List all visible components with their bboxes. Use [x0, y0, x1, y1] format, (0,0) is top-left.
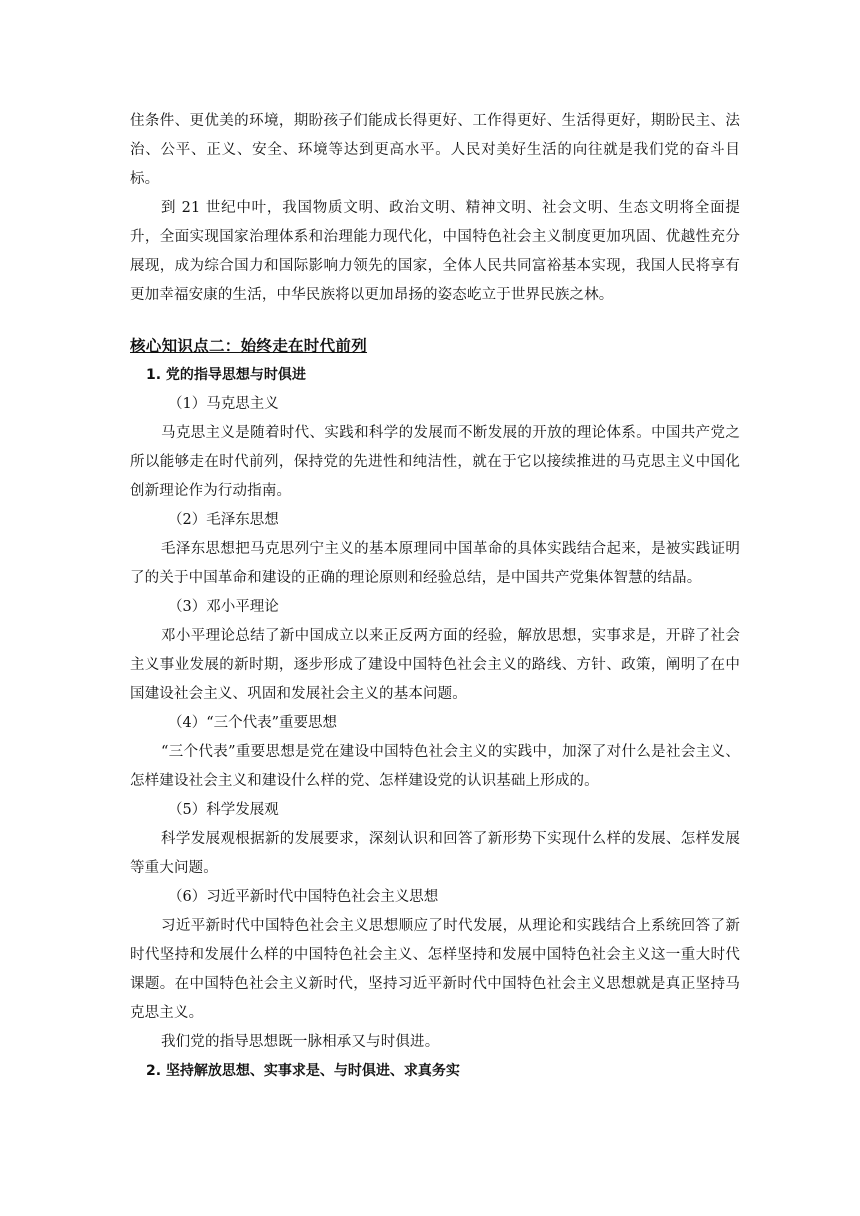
- section-1-summary: 我们党的指导思想既一脉相承又与时俱进。: [161, 1034, 440, 1050]
- knowledge-point-heading: 核心知识点二：始终走在时代前列: [130, 337, 368, 355]
- section-2-title: 2. 坚持解放思想、实事求是、与时俱进、求真务实: [146, 1063, 460, 1079]
- item-6-label: （6）习近平新时代中国特色社会主义思想: [168, 889, 439, 905]
- item-5-label: （5）科学发展观: [168, 802, 279, 818]
- item-2-label: （2）毛泽东思想: [168, 512, 279, 528]
- item-6-text: 习近平新时代中国特色社会主义思想顺应了时代发展，从理论和实践结合上系统回答了新时代坚持和发展什么样的中国特色社会主义、怎样坚持和发展中国特色社会主义这一重大时代课题。在中国特色社会主义新时代，坚持习近平新时代中国特色社会主义思想就是真正坚持马克思主义。: [130, 918, 740, 1021]
- item-1-text: 马克思主义是随着时代、实践和科学的发展而不断发展的开放的理论体系。中国共产党之所以能够走在时代前列，保持党的先进性和纯洁性，就在于它以接续推进的马克思主义中国化创新理论作为行动指南。: [130, 425, 740, 499]
- item-3-text: 邓小平理论总结了新中国成立以来正反两方面的经验，解放思想，实事求是，开辟了社会主义事业发展的新时期，逐步形成了建设中国特色社会主义的路线、方针、政策，阐明了在中国建设社会主义、巩固和发展社会主义的基本问题。: [130, 628, 740, 702]
- item-3-label: （3）邓小平理论: [168, 599, 279, 615]
- intro-paragraph-1: 住条件、更优美的环境，期盼孩子们能成长得更好、工作得更好、生活得更好，期盼民主、法治、公平、正义、安全、环境等达到更高水平。人民对美好生活的向往就是我们党的奋斗目标。: [130, 113, 740, 187]
- item-4-text: “三个代表”重要思想是党在建设中国特色社会主义的实践中，加深了对什么是社会主义、怎样建设社会主义和建设什么样的党、怎样建设党的认识基础上形成的。: [130, 744, 740, 789]
- item-4-label: （4）“三个代表”重要思想: [168, 715, 338, 731]
- item-2-text: 毛泽东思想把马克思列宁主义的基本原理同中国革命的具体实践结合起来，是被实践证明了的关于中国革命和建设的正确的理论原则和经验总结，是中国共产党集体智慧的结晶。: [130, 541, 740, 586]
- item-1-label: （1）马克思主义: [168, 396, 279, 412]
- intro-paragraph-2: 到 21 世纪中叶，我国物质文明、政治文明、精神文明、社会文明、生态文明将全面提升，全面实现国家治理体系和治理能力现代化，中国特色社会主义制度更加巩固、优越性充分展现，成为综合国力和国际影响力领先的国家，全体人民共同富裕基本实现，我国人民将享有更加幸福安康的生活，中华民族将以更加昂扬的姿态屹立于世界民族之林。: [130, 200, 740, 303]
- section-1-title: 1. 党的指导思想与时俱进: [146, 367, 306, 383]
- document-page: [130, 107, 740, 1086]
- item-5-text: 科学发展观根据新的发展要求，深刻认识和回答了新形势下实现什么样的发展、怎样发展等重大问题。: [130, 831, 740, 876]
